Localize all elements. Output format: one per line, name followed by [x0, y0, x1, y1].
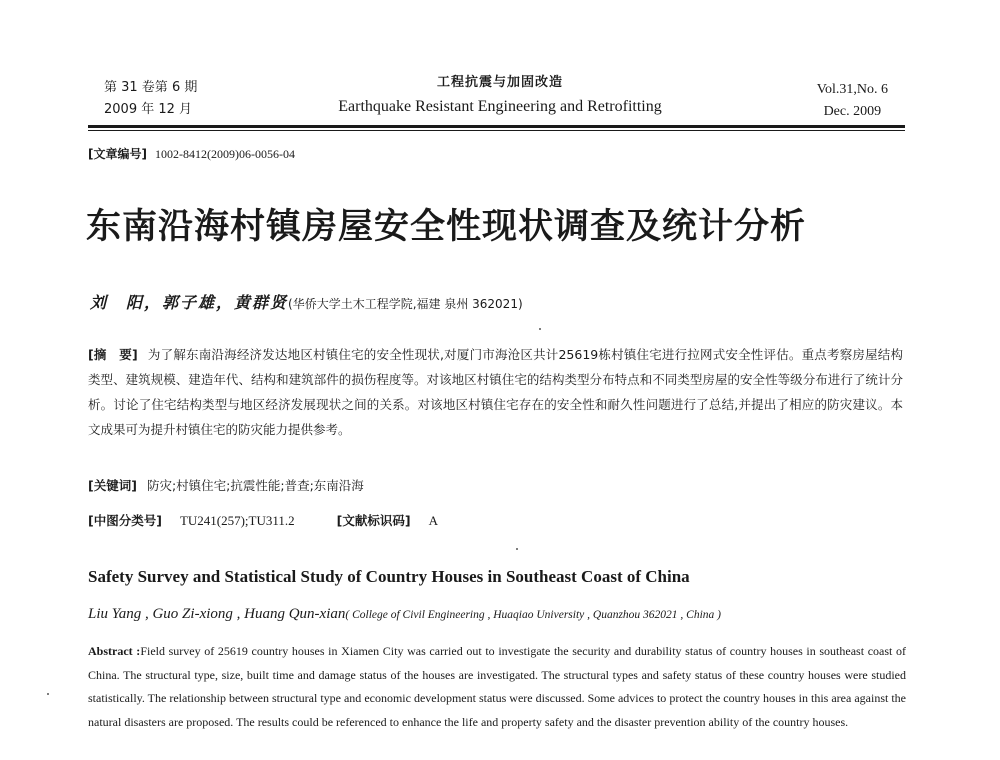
journal-name-cn: 工程抗震与加固改造 [436, 75, 563, 90]
article-number-value: 1002-8412(2009)06-0056-04 [154, 147, 295, 161]
keywords-label: [关键词] [88, 478, 137, 493]
scan-speck [516, 548, 518, 550]
header-right [817, 79, 888, 123]
author-affiliation-cn: (华侨大学土木工程学院,福建 泉州 362021) [288, 297, 523, 311]
header-rule-thin [88, 130, 905, 131]
authors-cn [90, 290, 523, 313]
author-names-en: Liu Yang , Guo Zi-xiong , Huang Qun-xian [88, 606, 346, 622]
journal-name-en: Earthquake Resistant Engineering and Retrofitting [338, 98, 662, 115]
paper-title-cn: 东南沿海村镇房屋安全性现状调查及统计分析 [86, 206, 807, 247]
article-number-label: [文章编号] [88, 147, 147, 161]
date-cn: 2009 年 12 月 [104, 102, 193, 117]
date-en: Dec. 2009 [823, 104, 882, 119]
clc-label: [中图分类号] [88, 513, 162, 528]
scan-speck [47, 693, 49, 695]
abstract-cn [88, 342, 903, 442]
scan-speck [539, 328, 541, 330]
abstract-en-label: Abstract : [88, 644, 141, 658]
header-rule-thick [88, 125, 905, 128]
classification-line [88, 511, 438, 529]
clc-value: TU241(257);TU311.2 [179, 513, 295, 528]
author-names-cn: 刘 阳，郭子雄，黄群贤 [90, 293, 289, 312]
keywords-line [88, 476, 364, 494]
volume-issue-en: Vol.31,No. 6 [816, 82, 888, 97]
article-number [88, 145, 295, 162]
volume-issue-cn: 第 31 卷第 6 期 [104, 80, 198, 95]
abstract-en-text: Field survey of 25619 country houses in Xiamen City was carried out to investigate the security and durability status of country houses in southeast coast of China. The structural type, size, built time and damage status of the houses are investigated. The structural types and safety status of these country houses were studied statistically. The relationship between structural type and economic development status were discussed. Some advices to protect the country houses in this area against the natural disasters are proposed. The results could be referenced to enhance the life and property safety and the disaster prevention ability of the country houses. [88, 644, 906, 729]
authors-en [88, 606, 721, 623]
abstract-en [88, 640, 906, 734]
abstract-cn-label: [摘 要] [88, 347, 138, 362]
header-left [104, 77, 197, 121]
paper-title-en: Safety Survey and Statistical Study of Country Houses in Southeast Coast of China [88, 567, 690, 586]
keywords-value: 防灾;村镇住宅;抗震性能;普查;东南沿海 [146, 478, 364, 493]
doc-code-label: [文献标识码] [336, 513, 411, 528]
doc-code-value: A [428, 513, 438, 528]
author-affiliation-en: ( College of Civil Engineering , Huaqiao University , Quanzhou 362021 , China ) [345, 609, 722, 621]
abstract-cn-text: 为了解东南沿海经济发达地区村镇住宅的安全性现状,对厦门市海沧区共计25619栋村镇住宅进行拉网式安全性评估。重点考察房屋结构类型、建筑规模、建造年代、结构和建筑部件的损伤程度等。对该地区村镇住宅的结构类型分布特点和不同类型房屋的安全性等级分布进行了统计分析。讨论了住宅结构类型与地区经济发展现状之间的关系。对该地区村镇住宅存在的安全性和耐久性问题进行了总结,并提出了相应的防灾建议。本文成果可为提升村镇住宅的防灾能力提供参考。 [88, 347, 903, 437]
header-center [300, 72, 700, 120]
